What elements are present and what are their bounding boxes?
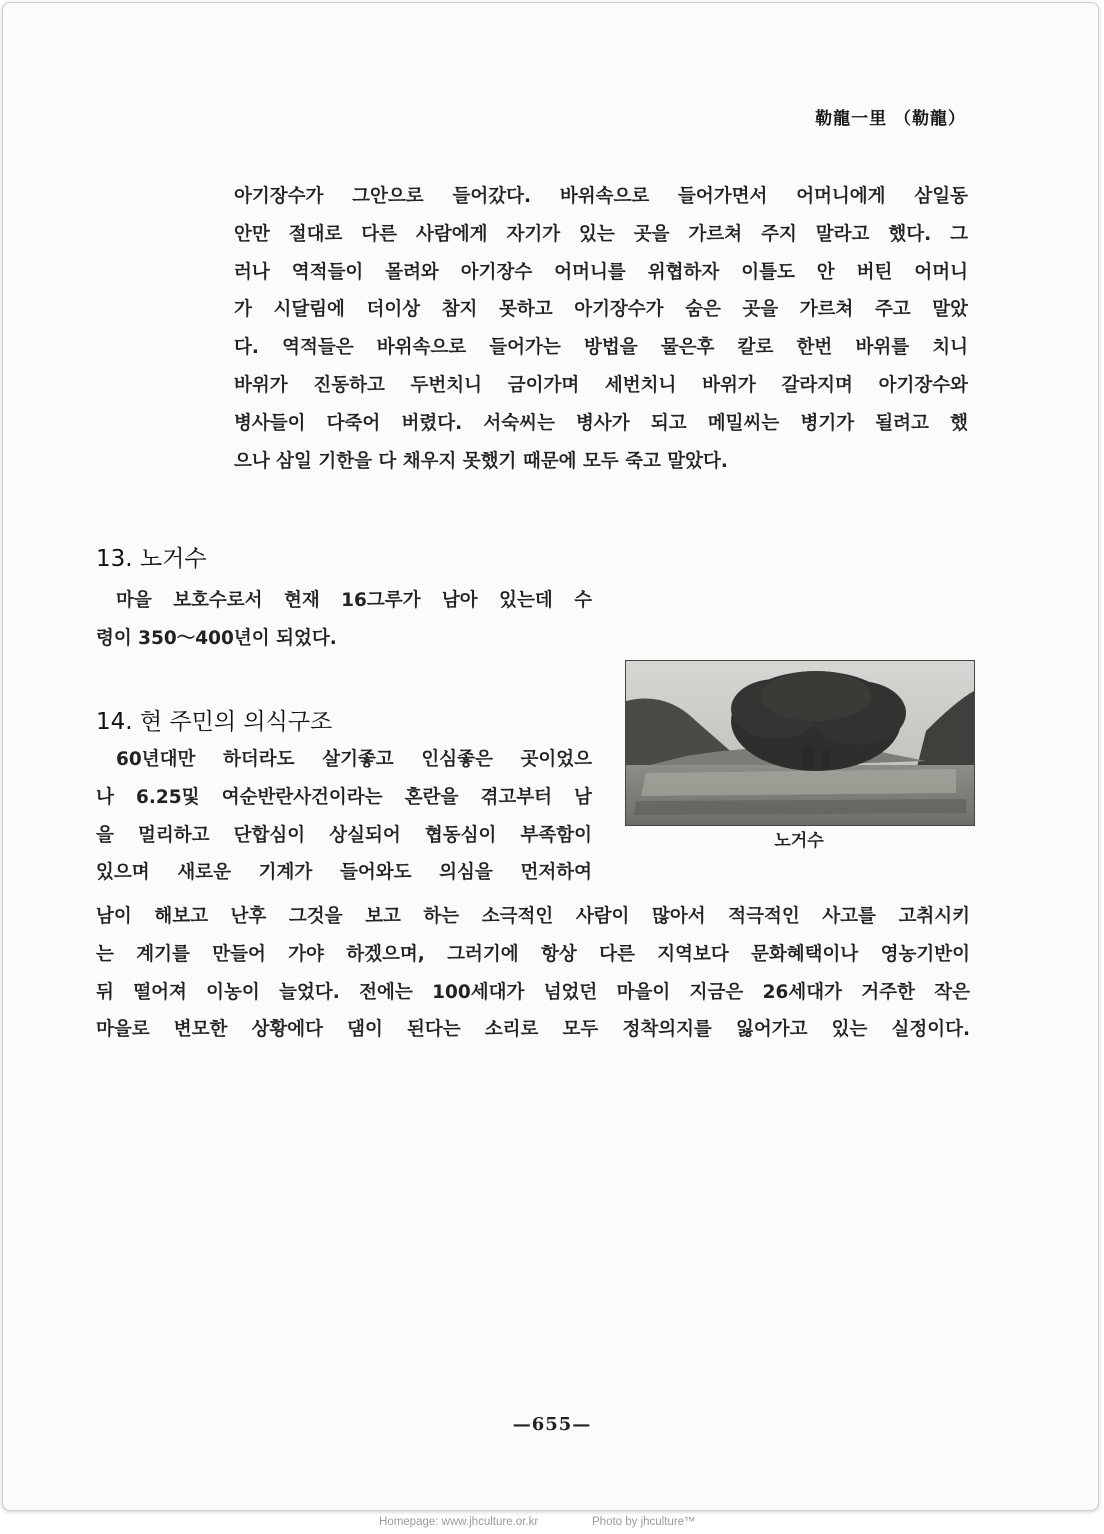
story-paragraph xyxy=(234,178,968,480)
story-line: 병사들이 다죽어 버렸다. 서숙씨는 병사가 되고 메밀씨는 병기가 될려고 했 xyxy=(234,412,968,434)
story-line: 안만 절대로 다른 사람에게 자기가 있는 곳을 가르쳐 주지 말라고 했다. 그 xyxy=(234,223,968,245)
section-14-line: 뒤 떨어져 이농이 늘었다. 전에는 100세대가 넘었던 마을이 지금은 26세대가 거주한 작은 xyxy=(96,981,970,1003)
section-14-line: 남이 해보고 난후 그것을 보고 하는 소극적인 사람이 많아서 적극적인 사고를 고취시키 xyxy=(96,906,970,927)
old-tree-photo-drawing xyxy=(626,661,974,825)
section-14-line: 마을로 변모한 상황에다 댐이 된다는 소리로 모두 정착의지를 잃어가고 있는 실정이다. xyxy=(96,1019,970,1041)
story-line: 러나 역적들이 몰려와 아기장수 어머니를 위협하자 이틀도 안 버틴 어머니 xyxy=(234,261,968,283)
section-14-line: 을 멀리하고 단합심이 상실되어 협동심이 부족함이 xyxy=(96,824,592,846)
section-14-line: 있으며 새로운 기계가 들어와도 의심을 먼저하여 xyxy=(96,862,592,884)
section-13-heading: 13. 노거수 xyxy=(96,546,207,572)
section-13-line: 마을 보호수로서 현재 16그루가 남아 있는데 수 xyxy=(116,590,592,611)
story-line: 다. 역적들은 바위속으로 들어가는 방법을 물은후 칼로 한번 바위를 치니 xyxy=(234,337,968,359)
story-line: 으나 삼일 기한을 다 채우지 못했기 때문에 모두 죽고 말았다. xyxy=(234,450,728,472)
section-14-heading: 14. 현 주민의 의식구조 xyxy=(96,709,333,735)
section-14-paragraph-continued xyxy=(96,898,970,1049)
story-line: 가 시달림에 더이상 참지 못하고 아기장수가 숨은 곳을 가르쳐 주고 말았 xyxy=(234,299,968,321)
footer-homepage: Homepage: www.jhculture.or.kr xyxy=(379,1516,539,1528)
section-13-paragraph xyxy=(96,582,592,658)
running-header: 勒龍一里 （勒龍） xyxy=(815,109,966,129)
section-13-line: 령이 350～400년이 되었다. xyxy=(96,627,337,649)
story-line: 바위가 진동하고 두번치니 금이가며 세번치니 바위가 갈라지며 아기장수와 xyxy=(234,374,968,396)
photo-caption: 노거수 xyxy=(774,831,824,851)
section-14-paragraph xyxy=(96,741,592,892)
section-14-line: 는 계기를 만들어 가야 하겠으며, 그러기에 항상 다른 지역보다 문화혜택이나 영농기반이 xyxy=(96,943,970,965)
section-14-line: 나 6.25및 여순반란사건이라는 혼란을 겪고부터 남 xyxy=(96,786,592,808)
old-tree-photo xyxy=(625,660,975,826)
footer-photo-credit: Photo by jhculture™ xyxy=(592,1516,696,1528)
page-number: —655— xyxy=(512,1414,592,1435)
section-14-line: 60년대만 하더라도 살기좋고 인심좋은 곳이었으 xyxy=(116,749,592,770)
story-line: 아기장수가 그안으로 들어갔다. 바위속으로 들어가면서 어머니에게 삼일동 xyxy=(234,186,968,207)
